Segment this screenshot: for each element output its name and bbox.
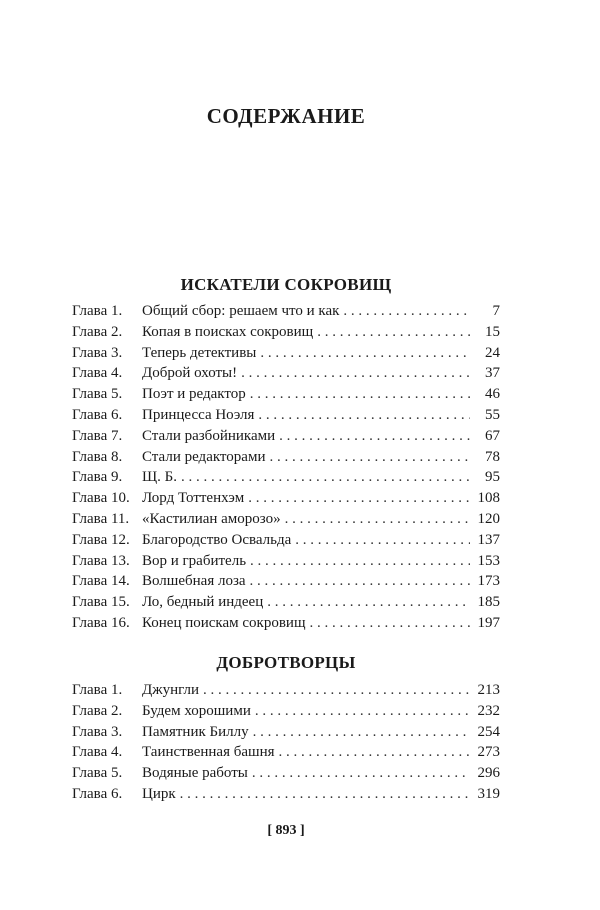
chapter-number: Глава 12.: [72, 531, 130, 548]
toc-entry: [72, 571, 500, 592]
section-title-wouldbegoods: ДОБРОТВОРЦЫ: [216, 653, 356, 672]
toc-entry: [72, 447, 500, 468]
chapter-page-number: 213: [477, 682, 500, 698]
toc-entry: [72, 680, 500, 701]
chapter-page-number: 37: [485, 365, 500, 382]
chapter-title: Вор и грабитель: [142, 552, 247, 569]
chapter-page-number: 185: [477, 594, 500, 611]
chapter-page-number: 232: [477, 702, 500, 719]
chapter-title: Цирк: [142, 785, 176, 802]
toc-entry: [72, 742, 500, 763]
dot-leader: [343, 301, 470, 322]
chapter-number: Глава 1.: [72, 682, 123, 698]
chapter-title: Поэт и редактор: [142, 386, 246, 403]
dot-leader: [317, 322, 470, 343]
chapter-number: Глава 13.: [72, 552, 130, 569]
chapter-number: Глава 14.: [72, 573, 130, 590]
dot-leader: [203, 680, 470, 701]
chapter-page-number: 319: [477, 785, 500, 802]
chapter-number: Глава 6.: [72, 785, 123, 802]
chapter-number: Глава 16.: [72, 614, 130, 631]
dot-leader: [269, 447, 470, 468]
chapter-title: Конец поискам сокровищ: [142, 614, 306, 631]
toc-entry: [72, 343, 500, 364]
chapter-title: Копая в поисках сокровищ: [142, 323, 314, 340]
chapter-page-number: 254: [477, 723, 500, 740]
chapter-title: Общий сбор: решаем что и как: [142, 303, 340, 319]
toc-entry: [72, 551, 500, 572]
chapter-number: Глава 15.: [72, 594, 130, 611]
toc-entry: [72, 301, 500, 322]
dot-leader: [279, 426, 470, 447]
dot-leader: [181, 467, 470, 488]
chapter-title: Теперь детективы: [142, 344, 257, 361]
dot-leader: [285, 509, 470, 530]
page-title: СОДЕРЖАНИЕ: [206, 104, 366, 128]
chapter-number: Глава 3.: [72, 723, 123, 740]
toc-entry: [72, 722, 500, 743]
chapter-number: Глава 1.: [72, 303, 123, 319]
chapter-number: Глава 11.: [72, 510, 130, 527]
dot-leader: [250, 571, 470, 592]
chapter-page-number: 108: [477, 490, 500, 507]
chapter-title: Памятник Биллу: [142, 723, 249, 740]
chapter-title: Доброй охоты!: [142, 365, 238, 382]
chapter-page-number: 55: [485, 406, 500, 423]
chapter-page-number: 24: [485, 344, 500, 361]
chapter-page-number: 153: [477, 552, 500, 569]
chapter-title: Водяные работы: [142, 765, 248, 782]
chapter-number: Глава 4.: [72, 744, 123, 761]
toc-entry: [72, 467, 500, 488]
toc-entry: [72, 405, 500, 426]
chapter-page-number: 120: [477, 510, 500, 527]
toc-entry: [72, 701, 500, 722]
chapter-page-number: 15: [485, 323, 500, 340]
chapter-title: Благородство Освальда: [142, 531, 292, 548]
toc-entry: [72, 592, 500, 613]
chapter-title: Стали редакторами: [142, 448, 266, 465]
chapter-title: Джунгли: [142, 682, 200, 698]
toc-entry: [72, 530, 500, 551]
toc-entry: [72, 363, 500, 384]
dot-leader: [255, 701, 470, 722]
chapter-title: «Кастилиан аморозо»: [142, 510, 281, 527]
chapter-number: Глава 5.: [72, 386, 123, 403]
chapter-number: Глава 5.: [72, 765, 123, 782]
chapter-title: Будем хорошими: [142, 702, 251, 719]
dot-leader: [250, 384, 470, 405]
chapter-page-number: 67: [485, 427, 500, 444]
toc-entry: [72, 613, 500, 634]
chapter-number: Глава 3.: [72, 344, 123, 361]
chapter-title: Таинственная башня: [142, 744, 275, 761]
chapter-number: Глава 8.: [72, 448, 123, 465]
chapter-page-number: 95: [485, 469, 500, 486]
chapter-page-number: 137: [477, 531, 500, 548]
toc-entry: [72, 384, 500, 405]
chapter-number: Глава 2.: [72, 323, 123, 340]
dot-leader: [260, 343, 470, 364]
dot-leader: [258, 405, 470, 426]
chapter-title: Волшебная лоза: [142, 573, 246, 590]
dot-leader: [252, 763, 470, 784]
dot-leader: [295, 530, 470, 551]
chapter-page-number: 7: [492, 303, 500, 319]
chapter-title: Стали разбойниками: [142, 427, 276, 444]
toc-entry: [72, 784, 500, 805]
page-number: [ 893 ]: [267, 823, 305, 838]
chapter-page-number: 173: [477, 573, 500, 590]
chapter-title: Лорд Тоттенхэм: [142, 490, 245, 507]
toc-entry: [72, 322, 500, 343]
toc-list-wouldbegoods: [72, 680, 500, 805]
chapter-number: Глава 6.: [72, 406, 123, 423]
chapter-page-number: 296: [477, 765, 500, 782]
toc-entry: [72, 763, 500, 784]
dot-leader: [241, 363, 470, 384]
dot-leader: [248, 488, 470, 509]
dot-leader: [279, 742, 471, 763]
chapter-page-number: 197: [477, 614, 500, 631]
dot-leader: [310, 613, 471, 634]
chapter-number: Глава 7.: [72, 427, 123, 444]
chapter-title: Принцесса Ноэля: [142, 406, 255, 423]
dot-leader: [250, 551, 470, 572]
dot-leader: [253, 722, 470, 743]
chapter-title: Ло, бедный индеец: [142, 594, 264, 611]
dot-leader: [180, 784, 470, 805]
chapter-number: Глава 2.: [72, 702, 123, 719]
chapter-number: Глава 4.: [72, 365, 123, 382]
chapter-page-number: 273: [477, 744, 500, 761]
toc-list-treasure-seekers: [72, 301, 500, 634]
chapter-number: Глава 10.: [72, 490, 130, 507]
chapter-page-number: 46: [485, 386, 500, 403]
toc-entry: [72, 426, 500, 447]
toc-entry: [72, 488, 500, 509]
section-title-treasure-seekers: ИСКАТЕЛИ СОКРОВИЩ: [180, 275, 392, 294]
toc-entry: [72, 509, 500, 530]
chapter-title: Щ. Б.: [142, 469, 177, 486]
chapter-page-number: 78: [485, 448, 500, 465]
chapter-number: Глава 9.: [72, 469, 123, 486]
dot-leader: [267, 592, 470, 613]
